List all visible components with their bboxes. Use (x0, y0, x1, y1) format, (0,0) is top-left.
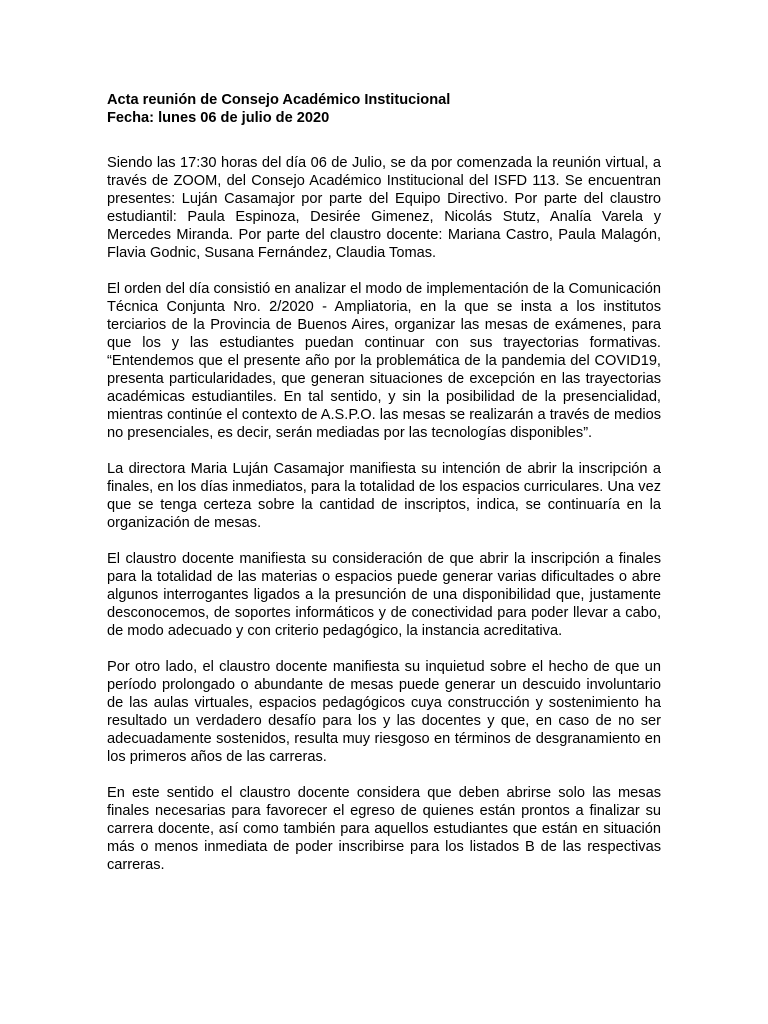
spacer (107, 262, 661, 280)
paragraph-conclusion: En este sentido el claustro docente considera que deben abrirse solo las mesas finales necesarias para favorecer el egreso de quienes están prontos a finalizar su carrera docente, así como también para aquellos estudiantes que están en situación más o menos inmediata de poder inscribirse para los listados B de las respectivas carreras. (107, 785, 661, 873)
document-title: Acta reunión de Consejo Académico Institucional (107, 92, 451, 108)
spacer (107, 442, 661, 460)
paragraph-virtual-classrooms: Por otro lado, el claustro docente manifiesta su inquietud sobre el hecho de que un período prolongado o abundante de mesas puede generar un descuido involuntario de las aulas virtuales, espacios pedagógicos cuya construcción y sostenimiento ha resultado un verdadero desafío para los y las docentes y que, en caso de no ser adecuadamente sostenidos, resulta muy riesgoso en términos de desgranamiento en los primeros años de las carreras. (107, 659, 661, 765)
spacer (107, 766, 661, 784)
spacer (107, 640, 661, 658)
document-page (107, 91, 661, 874)
paragraph-agenda: El orden del día consistió en analizar el modo de implementación de la Comunicación Técnica Conjunta Nro. 2/2020 - Ampliatoria, en la que se insta a los institutos terciarios de la Provincia de Buenos Aires, organizar las mesas de exámenes, para que los y las estudiantes puedan continuar con sus trayectorias formativas. “Entendemos que el presente año por la problemática de la pandemia del COVID19, presenta particularidades, que generan situaciones de excepción en las trayectorias académicas estudiantiles. En tal sentido, y sin la posibilidad de la presencialidad, mientras continúe el contexto de A.S.P.O. las mesas se realizarán a través de medios no presenciales, es decir, serán mediadas por las tecnologías disponibles”. (107, 281, 661, 441)
spacer (107, 532, 661, 550)
spacer (107, 127, 661, 154)
paragraph-director-proposal: La directora Maria Luján Casamajor manifiesta su intención de abrir la inscripción a finales, en los días inmediatos, para la totalidad de los espacios curriculares. Una vez que se tenga certeza sobre la cantidad de inscriptos, indica, se continuaría en la organización de mesas. (107, 461, 661, 531)
paragraph-attendance: Siendo las 17:30 horas del día 06 de Julio, se da por comenzada la reunión virtual, a través de ZOOM, del Consejo Académico Institucional del ISFD 113. Se encuentran presentes: Luján Casamajor por parte del Equipo Directivo. Por parte del claustro estudiantil: Paula Espinoza, Desirée Gimenez, Nicolás Stutz, Analía Varela y Mercedes Miranda. Por parte del claustro docente: Mariana Castro, Paula Malagón, Flavia Godnic, Susana Fernández, Claudia Tomas. (107, 155, 661, 261)
document-date: Fecha: lunes 06 de julio de 2020 (107, 110, 330, 126)
paragraph-faculty-concerns: El claustro docente manifiesta su consideración de que abrir la inscripción a finales para la totalidad de las materias o espacios puede generar varias dificultades o abre algunos interrogantes ligados a la presunción de una disponibilidad que, justamente desconocemos, de soportes informáticos y de conectividad para poder llevar a cabo, de modo adecuado y con criterio pedagógico, la instancia acreditativa. (107, 551, 661, 639)
